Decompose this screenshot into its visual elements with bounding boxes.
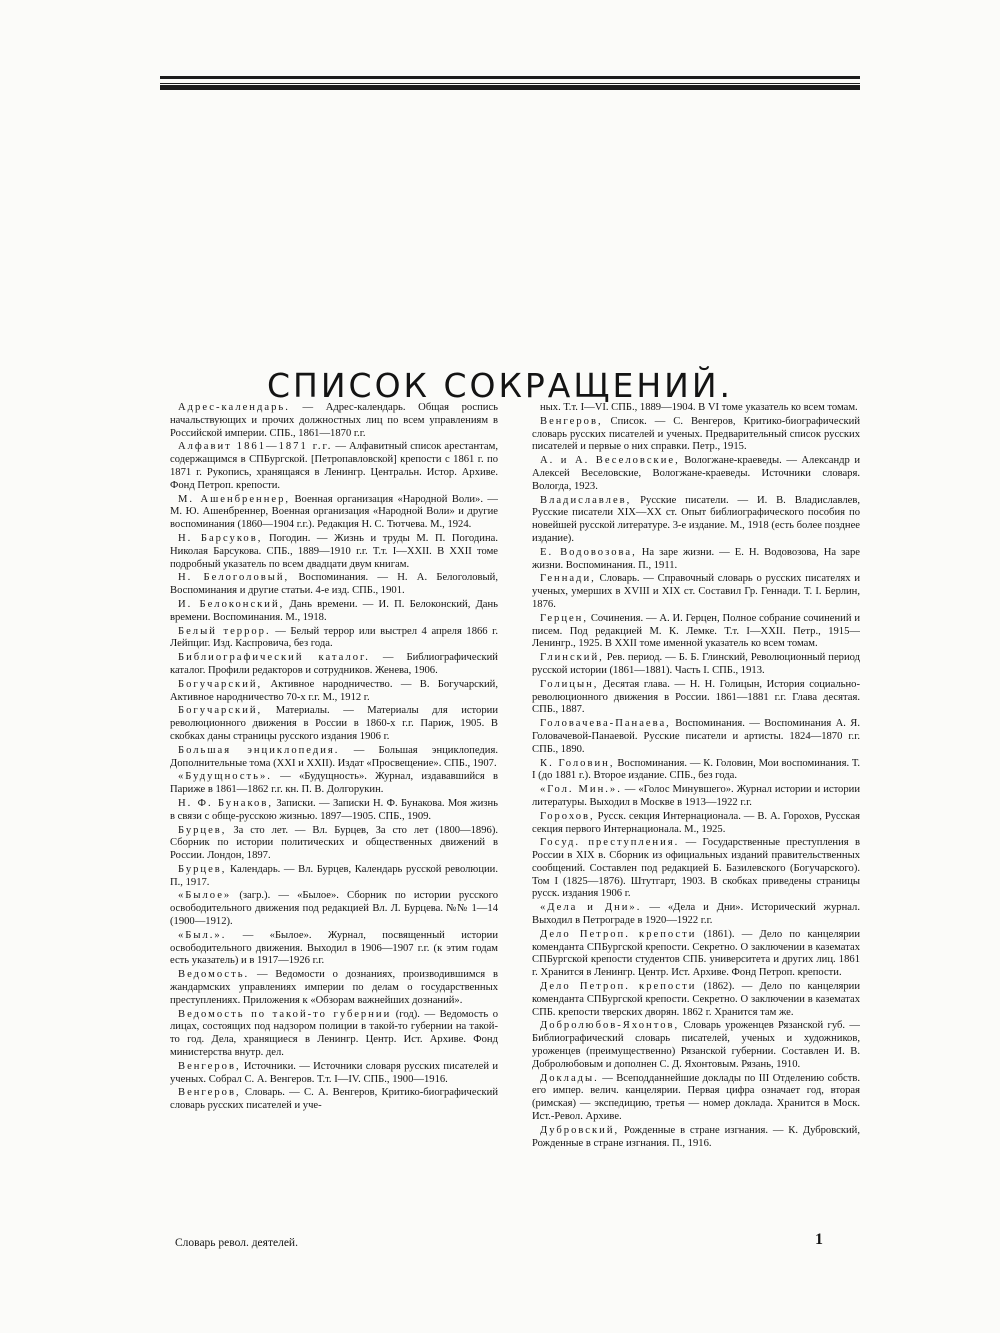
top-rule	[160, 76, 860, 90]
entry-text: Список. — С. Венгеров, Критико-биографический словарь русских писателей и ученых. Предварительный список русских писателей и первые о них справки. Петр., 1915.	[532, 415, 860, 453]
entry-heading: «Дела и Дни».	[540, 902, 642, 914]
abbreviation-entry	[532, 547, 860, 573]
abbreviation-entry	[170, 1087, 498, 1113]
entry-heading: М. Ашенбреннер,	[178, 493, 291, 505]
entry-heading: Н. Ф. Бунаков,	[178, 797, 274, 809]
entry-text: — Алфавитный список арестантам, содержащимся в СПБургской. [Петропавловской] крепости с 1861 г. по 1871 г. Рукопись, хранящаяся в Ленингр. Центральн. Истор. Архиве. Фонд Петроп. крепости.	[170, 441, 498, 491]
abbreviation-entry	[532, 784, 860, 810]
entry-heading: А. и А. Веселовские,	[540, 455, 680, 467]
abbreviation-entry	[532, 495, 860, 546]
abbreviation-entry	[532, 902, 860, 928]
entry-text: — «Дела и Дни». Исторический журнал. Выходил в Петрограде в 1920—1922 г.г.	[532, 902, 860, 927]
entry-heading: Владиславлев,	[540, 494, 632, 506]
entry-heading: Бурцев,	[178, 863, 227, 875]
entry-text: Рев. период. — Б. Б. Глинский, Революционный период русской истории (1861—1881). Часть I. СПБ., 1913.	[532, 652, 860, 676]
abbreviation-entry	[532, 402, 860, 415]
abbreviation-entry	[170, 494, 498, 532]
entry-heading: Герцен,	[540, 612, 589, 624]
entry-heading: Адрес-календарь.	[178, 402, 290, 413]
entry-heading: Библиографический каталог.	[178, 652, 370, 664]
entry-heading: Дело Петроп. крепости	[540, 981, 697, 993]
entry-text: (загр.). — «Былое». Сборник по истории русского освободительного движения под редакцией Вл. Л. Бурцева. №№ 1—14 (1900—1912).	[170, 890, 498, 928]
entry-text: Русск. секция Интернационала. — В. А. Горохов, Русская секция первого Интернационала. М., 1925.	[532, 810, 860, 835]
entry-text: — «Будущность». Журнал, издававшийся в Париже в 1861—1862 г.г. кн. П. В. Долгорукин.	[170, 771, 498, 796]
entry-text: — «Голос Минувшего». Журнал истории и истории литературы. Выходил в Москве в 1913—1922 г.г.	[532, 784, 860, 808]
abbreviation-entry	[532, 1020, 860, 1071]
entry-heading: Глинский,	[540, 652, 604, 664]
entry-text: — Ведомости о дознаниях, производившимся в жандармских управлениях империи по делам о государственных преступлениях. Приложения к «Обзорам важнейших дознаний».	[170, 969, 498, 1006]
entry-heading: Ведомость по такой-то губернии	[178, 1008, 392, 1020]
entry-text: Словарь уроженцев Рязанской губ. — Библиографический словарь писателей, ученых и художников, уроженцев (преимущественно) Рязанской губернии. Составлен И. В. Добролюбовым и дополнен С. Д. Яхонтовым. Рязань, 1910.	[532, 1020, 860, 1070]
entry-text: Воспоминания. — К. Головин, Мои воспоминания. Т. I (до 1881 г.). Второе издание. СПБ., без года.	[532, 757, 860, 782]
entry-text: — Библиографический каталог. Профили редакторов и сотрудников. Женева, 1906.	[170, 652, 498, 676]
entry-text: Рожденные в стране изгнания. — К. Дубровский, Рожденные в стране изгнания. П., 1916.	[532, 1124, 860, 1149]
abbreviation-entry	[170, 705, 498, 743]
entry-heading: Богучарский,	[178, 678, 263, 690]
abbreviation-entry	[532, 758, 860, 784]
entry-text: ных. Т.т. I—VI. СПБ., 1889—1904. В VI томе указатель ко всем томам.	[540, 402, 858, 413]
entry-heading: Добролюбов-Яхонтов,	[540, 1020, 680, 1032]
abbreviation-entry	[532, 613, 860, 651]
entry-heading: Доклады.	[540, 1072, 599, 1084]
right-column	[532, 402, 860, 1224]
abbreviation-entry	[170, 652, 498, 678]
abbreviations-columns	[170, 402, 860, 1224]
entry-heading: И. Белоконский,	[178, 598, 285, 610]
abbreviation-entry	[532, 1125, 860, 1151]
abbreviation-entry	[532, 929, 860, 980]
entry-text: (1862). — Дело по канцелярии коменданта СПБургской крепости. Секретно. О заключении в казематах СПБ. крепости тверских дворян. 1862 г. Хранится там же.	[532, 981, 860, 1018]
entry-heading: «Будущность».	[178, 771, 272, 783]
entry-text: За сто лет. — Вл. Бурцев, За сто лет (1800—1896). Сборник по истории политических и общественных движений в России. Лондон, 1897.	[170, 824, 498, 862]
entry-text: Материалы. — Материалы для истории революционного движения в России в 1860-х г.г. Париж, 1905. В скобках даны страницы русского издания 1906 г.	[170, 705, 498, 742]
entry-text: Записки. — Записки Н. Ф. Бунакова. Моя жизнь в связи с обще-русскою жизнью. 1897—1905. СПБ., 1909.	[170, 797, 498, 822]
entry-heading: Венгеров,	[540, 415, 603, 427]
abbreviation-entry	[532, 455, 860, 493]
abbreviation-entry	[170, 890, 498, 928]
entry-text: — Белый террор или выстрел 4 апреля 1866 г. Лейпциг. Изд. Каспровича, без года.	[170, 625, 498, 650]
left-column	[170, 402, 498, 1224]
abbreviation-entry	[170, 402, 498, 440]
entry-heading: Госуд. преступления.	[540, 837, 680, 849]
abbreviation-entry	[532, 981, 860, 1019]
entry-heading: Белый террор.	[178, 625, 271, 637]
abbreviation-entry	[170, 1009, 498, 1060]
entry-heading: «Был.».	[178, 929, 227, 941]
abbreviation-entry	[532, 837, 860, 901]
entry-text: Погодин. — Жизнь и труды М. П. Погодина. Николая Барсукова. СПБ., 1889—1910 г.г. Т.т. I—XXII. В XXII томе подробный указатель по всем двадцати двум книгам.	[170, 532, 498, 570]
abbreviation-entry	[532, 679, 860, 717]
abbreviation-entry	[170, 864, 498, 890]
abbreviation-entry	[532, 573, 860, 611]
entry-text: — Государственные преступления в России в XIX в. Сборник из официальных изданий правительственных сообщений. Составлен под редакцией Б. Базилевского (Богучарского). Том I (1825—1876). Штутгарт, 1903. В скобках приведены страницы русск. издания 1906 г.	[532, 837, 860, 900]
entry-text: — Адрес-календарь. Общая роспись начальствующих и прочих должностных лиц по всем управлениям в Российской империи. СПБ., 1861—1870 г.г.	[170, 402, 498, 439]
abbreviation-entry	[532, 718, 860, 756]
entry-heading: Алфавит 1861—1871 г.г.	[178, 441, 333, 453]
abbreviation-entry	[170, 930, 498, 968]
entry-text: Активное народничество. — В. Богучарский, Активное народничество 70-х г.г. М., 1912 г.	[170, 678, 498, 703]
entry-heading: Н. Белоголовый,	[178, 572, 290, 584]
footer-book-title: Словарь револ. деятелей.	[175, 1237, 298, 1249]
entry-heading: Головачева-Панаева,	[540, 718, 671, 730]
abbreviation-entry	[170, 1061, 498, 1087]
entry-heading: Н. Барсуков,	[178, 532, 263, 544]
entry-text: Дань времени. — И. П. Белоконский, Дань времени. Воспоминания. М., 1918.	[170, 598, 498, 623]
abbreviation-entry	[170, 745, 498, 771]
entry-heading: «Гол. Мин.».	[540, 784, 622, 796]
entry-heading: Бурцев,	[178, 824, 227, 836]
abbreviation-entry	[170, 572, 498, 598]
entry-heading: Е. Водовозова,	[540, 546, 637, 558]
page-number: 1	[815, 1231, 823, 1248]
entry-text: Словарь. — Справочный словарь о русских писателях и ученых, умерших в XVIII и XIX ст. Составил Гр. Геннади. Т. I. Берлин, 1876.	[532, 573, 860, 610]
entry-heading: Голицын,	[540, 678, 599, 690]
entry-text: (год). — Ведомость о лицах, состоящих под надзором полиции в такой-то губернии на такой-то год. Дела, хранящиеся в Ленингр. Центр. Ист. Архиве. Фонд министерства внутр. дел.	[170, 1008, 498, 1059]
abbreviation-entry	[170, 626, 498, 652]
abbreviation-entry	[170, 679, 498, 705]
abbreviation-entry	[170, 798, 498, 824]
entry-text: Воспоминания. — Н. А. Белоголовый, Воспоминания и другие статьи. 4-е изд. СПБ., 1901.	[170, 572, 498, 597]
entry-text: Военная организация «Народной Воли». — М. Ю. Ашенбреннер, Военная организация «Народной Воли» и другие воспоминания (1860—1904 г.г.). Редакция Н. С. Тютчева. М., 1924.	[170, 493, 498, 531]
entry-heading: К. Головин,	[540, 757, 615, 769]
entry-heading: Геннади,	[540, 573, 596, 585]
entry-text: — «Былое». Журнал, посвященный истории освободительного движения. Выходил в 1906—1907 г.г. (к этим годам есть указатель) и в 1917—1926 г.г.	[170, 929, 498, 967]
entry-text: (1861). — Дело по канцелярии коменданта СПБургской крепости. Секретно. О заключении в казематах СПБургской крепости студентов СПБ. университета и других лиц. 1861 г. Хранится в Ленингр. Центр. Ист. Архиве. Фонд Петроп. крепости.	[532, 928, 860, 979]
entry-heading: «Былое»	[178, 890, 232, 902]
entry-heading: Ведомость.	[178, 969, 250, 981]
abbreviation-entry	[170, 969, 498, 1007]
entry-text: На заре жизни. — Е. Н. Водовозова, На заре жизни. Воспоминания. П., 1911.	[532, 546, 860, 571]
entry-heading: Венгеров,	[178, 1060, 241, 1072]
abbreviation-entry	[170, 825, 498, 863]
entry-heading: Дело Петроп. крепости	[540, 928, 697, 940]
entry-text: Воспоминания. — Воспоминания А. Я. Головачевой-Панаевой. Русские писатели и артисты. 1824—1870 г.г. СПБ., 1890.	[532, 718, 860, 755]
entry-heading: Большая энциклопедия.	[178, 744, 340, 756]
abbreviation-entry	[532, 811, 860, 837]
entry-text: Словарь. — С. А. Венгеров, Критико-биографический словарь русских писателей и уче-	[170, 1087, 498, 1112]
abbreviation-entry	[532, 652, 860, 678]
abbreviation-entry	[532, 416, 860, 454]
entry-heading: Венгеров,	[178, 1087, 241, 1099]
entry-text: — Всеподданнейшие доклады по III Отделению собств. его импер. велич. канцелярии. Первая цифра означает год, вторая (римская) — экспедицию, третья — номер доклада. Хранится в Моск. Ист.-Револ. Архиве.	[532, 1072, 860, 1123]
abbreviation-entry	[170, 599, 498, 625]
entry-text: Десятая глава. — Н. Н. Голицын, История социально-революционного движения в России. 1861—1881 г.г. Глава десятая. СПБ., 1887.	[532, 678, 860, 716]
abbreviation-entry	[170, 771, 498, 797]
entry-text: Сочинения. — А. И. Герцен, Полное собрание сочинений и писем. Под редакцией М. К. Лемке. Т.т. I—XXII. Петр., 1915—Ленингр., 1925. В XXII томе именной указатель ко всем томам.	[532, 612, 860, 650]
abbreviation-entry	[170, 441, 498, 492]
entry-text: Вологжане-краеведы. — Александр и Алексей Веселовские, Вологжане-краеведы. Источники словаря. Вологда, 1923.	[532, 455, 860, 492]
abbreviation-entry	[170, 533, 498, 571]
page-title: СПИСОК СОКРАЩЕНИЙ.	[266, 366, 734, 406]
entry-text: Русские писатели. — И. В. Владиславлев, Русские писатели XIX—XX ст. Опыт библиографического пособия по новейшей русской литературе. 3-е издание. М., 1918 (есть более позднее издание).	[532, 494, 860, 544]
entry-heading: Дубровский,	[540, 1124, 620, 1136]
entry-text: Источники. — Источники словаря русских писателей и ученых. Собрал С. А. Венгеров. Т.т. I—IV. СПБ., 1900—1916.	[170, 1060, 498, 1085]
entry-text: Календарь. — Вл. Бурцев, Календарь русской революции. П., 1917.	[170, 863, 498, 888]
entry-text: — Большая энциклопедия. Дополнительные тома (XXI и XXII). Издат «Просвещение». СПБ., 1907.	[170, 744, 498, 769]
entry-heading: Богучарский,	[178, 705, 263, 717]
abbreviation-entry	[532, 1073, 860, 1124]
entry-heading: Горохов,	[540, 810, 595, 822]
